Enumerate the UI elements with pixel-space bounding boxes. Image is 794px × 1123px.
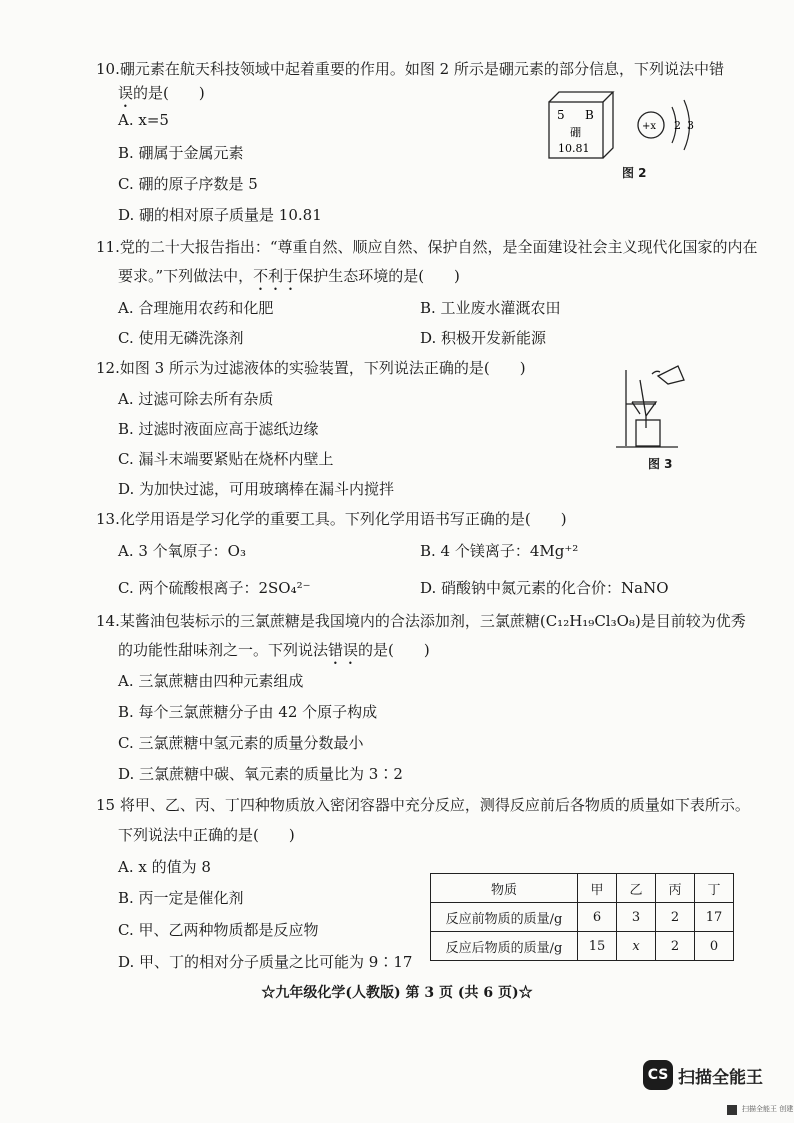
qr-code-icon bbox=[727, 1105, 737, 1115]
table-header-cell: 物质 bbox=[431, 874, 578, 903]
table-header-cell: 甲 bbox=[578, 874, 617, 903]
table-cell: 2 bbox=[656, 932, 695, 961]
q13-option-d: D. 硝酸钠中氮元素的化合价：NaNO bbox=[420, 579, 669, 597]
q12-option-b: B. 过滤时液面应高于滤纸边缘 bbox=[118, 420, 319, 438]
q10-option-a: A. x=5 bbox=[118, 111, 169, 129]
emphasis-word: 误 bbox=[118, 84, 134, 102]
q14-stem-part1: 的功能性甜味剂之一。下列说法 bbox=[118, 641, 329, 659]
table-header-row bbox=[431, 874, 734, 903]
q11-stem-part1: 要求。”下列做法中， bbox=[118, 267, 254, 285]
table-header-cell: 丁 bbox=[695, 874, 734, 903]
nucleus-charge: +x bbox=[642, 121, 657, 132]
q13-option-b: B. 4 个镁离子：4Mg⁺² bbox=[420, 542, 579, 560]
emphasis-word: 不利于 bbox=[253, 267, 299, 285]
q14-option-a: A. 三氯蔗糖由四种元素组成 bbox=[118, 672, 304, 690]
figure-2-caption: 图 2 bbox=[622, 166, 647, 180]
element-symbol: B bbox=[585, 108, 594, 122]
table-cell: x bbox=[617, 932, 656, 961]
emphasis-word: 错误 bbox=[328, 641, 359, 659]
q11-stem-part3: 保护生态环境的是( ) bbox=[298, 267, 460, 285]
q11-option-c: C. 使用无磷洗涤剂 bbox=[118, 329, 244, 347]
q12-option-a: A. 过滤可除去所有杂质 bbox=[118, 390, 274, 408]
q11-stem-line2 bbox=[118, 265, 460, 294]
q12-option-d: D. 为加快过滤，可用玻璃棒在漏斗内搅拌 bbox=[118, 480, 395, 498]
q14-option-c: C. 三氯蔗糖中氢元素的质量分数最小 bbox=[118, 734, 364, 752]
shell-2-count: 3 bbox=[687, 119, 694, 132]
boron-figure bbox=[545, 88, 705, 163]
table-cell: 3 bbox=[617, 903, 656, 932]
element-name: 硼 bbox=[570, 126, 581, 139]
table-cell: 17 bbox=[695, 903, 734, 932]
scanner-app-name: 扫描全能王 bbox=[678, 1068, 763, 1088]
table-cell: 反应前物质的质量/g bbox=[431, 903, 578, 932]
q15-stem-line1: 15 将甲、乙、丙、丁四种物质放入密闭容器中充分反应，测得反应前后各物质的质量如下表所示。 bbox=[96, 796, 750, 814]
q10-stem-tail: 的是( ) bbox=[133, 84, 205, 102]
q10-option-d: D. 硼的相对原子质量是 10.81 bbox=[118, 206, 322, 224]
table-header-cell: 乙 bbox=[617, 874, 656, 903]
q13-stem: 13.化学用语是学习化学的重要工具。下列化学用语书写正确的是( ) bbox=[96, 510, 567, 528]
q14-stem-line2 bbox=[118, 639, 430, 668]
shell-1-count: 2 bbox=[674, 119, 681, 132]
q11-option-a: A. 合理施用农药和化肥 bbox=[118, 299, 274, 317]
q14-stem-part3: 的是( ) bbox=[358, 641, 430, 659]
table-row bbox=[431, 903, 734, 932]
q15-option-a: A. x 的值为 8 bbox=[118, 858, 211, 876]
table-cell: 反应后物质的质量/g bbox=[431, 932, 578, 961]
table-cell: 6 bbox=[578, 903, 617, 932]
q15-option-c: C. 甲、乙两种物质都是反应物 bbox=[118, 921, 319, 939]
page-footer: ☆九年级化学(人教版) 第 3 页 (共 6 页)☆ bbox=[261, 985, 533, 1001]
q12-option-c: C. 漏斗末端要紧贴在烧杯内壁上 bbox=[118, 450, 334, 468]
table-cell: 15 bbox=[578, 932, 617, 961]
q11-option-b: B. 工业废水灌溉农田 bbox=[420, 299, 561, 317]
atomic-number: 5 bbox=[557, 108, 565, 122]
table-cell: 0 bbox=[695, 932, 734, 961]
camscanner-logo-icon: CS bbox=[643, 1060, 673, 1090]
filtration-apparatus-figure bbox=[612, 360, 702, 452]
q10-stem-line1: 10.硼元素在航天科技领域中起着重要的作用。如图 2 所示是硼元素的部分信息，下列说法中错 bbox=[96, 60, 724, 78]
table-header-cell: 丙 bbox=[656, 874, 695, 903]
q10-stem-line2 bbox=[118, 82, 205, 111]
atomic-mass: 10.81 bbox=[558, 142, 590, 155]
table-cell: 2 bbox=[656, 903, 695, 932]
scanner-watermark: 扫描全能王 创建 bbox=[742, 1105, 794, 1113]
q10-option-c: C. 硼的原子序数是 5 bbox=[118, 175, 258, 193]
figure-3-caption: 图 3 bbox=[648, 457, 673, 471]
q13-option-a: A. 3 个氧原子：O₃ bbox=[118, 542, 246, 560]
q10-option-b: B. 硼属于金属元素 bbox=[118, 144, 244, 162]
q15-stem-line2: 下列说法中正确的是( ) bbox=[118, 826, 295, 844]
q13-option-c: C. 两个硫酸根离子：2SO₄²⁻ bbox=[118, 579, 311, 597]
q14-stem-line1: 14.某酱油包装标示的三氯蔗糖是我国境内的合法添加剂，三氯蔗糖(C₁₂H₁₉Cl₃O₈)是目前较为优秀 bbox=[96, 612, 746, 630]
q12-stem: 12.如图 3 所示为过滤液体的实验装置，下列说法正确的是( ) bbox=[96, 359, 526, 377]
q14-option-b: B. 每个三氯蔗糖分子由 42 个原子构成 bbox=[118, 703, 378, 721]
q15-option-b: B. 丙一定是催化剂 bbox=[118, 889, 244, 907]
q15-option-d: D. 甲、丁的相对分子质量之比可能为 9∶17 bbox=[118, 953, 413, 971]
mass-table bbox=[430, 873, 734, 961]
q11-option-d: D. 积极开发新能源 bbox=[420, 329, 547, 347]
table-row bbox=[431, 932, 734, 961]
q11-stem-line1: 11.党的二十大报告指出：“尊重自然、顺应自然、保护自然，是全面建设社会主义现代化国家的内在 bbox=[96, 238, 758, 256]
q14-option-d: D. 三氯蔗糖中碳、氧元素的质量比为 3∶2 bbox=[118, 765, 403, 783]
